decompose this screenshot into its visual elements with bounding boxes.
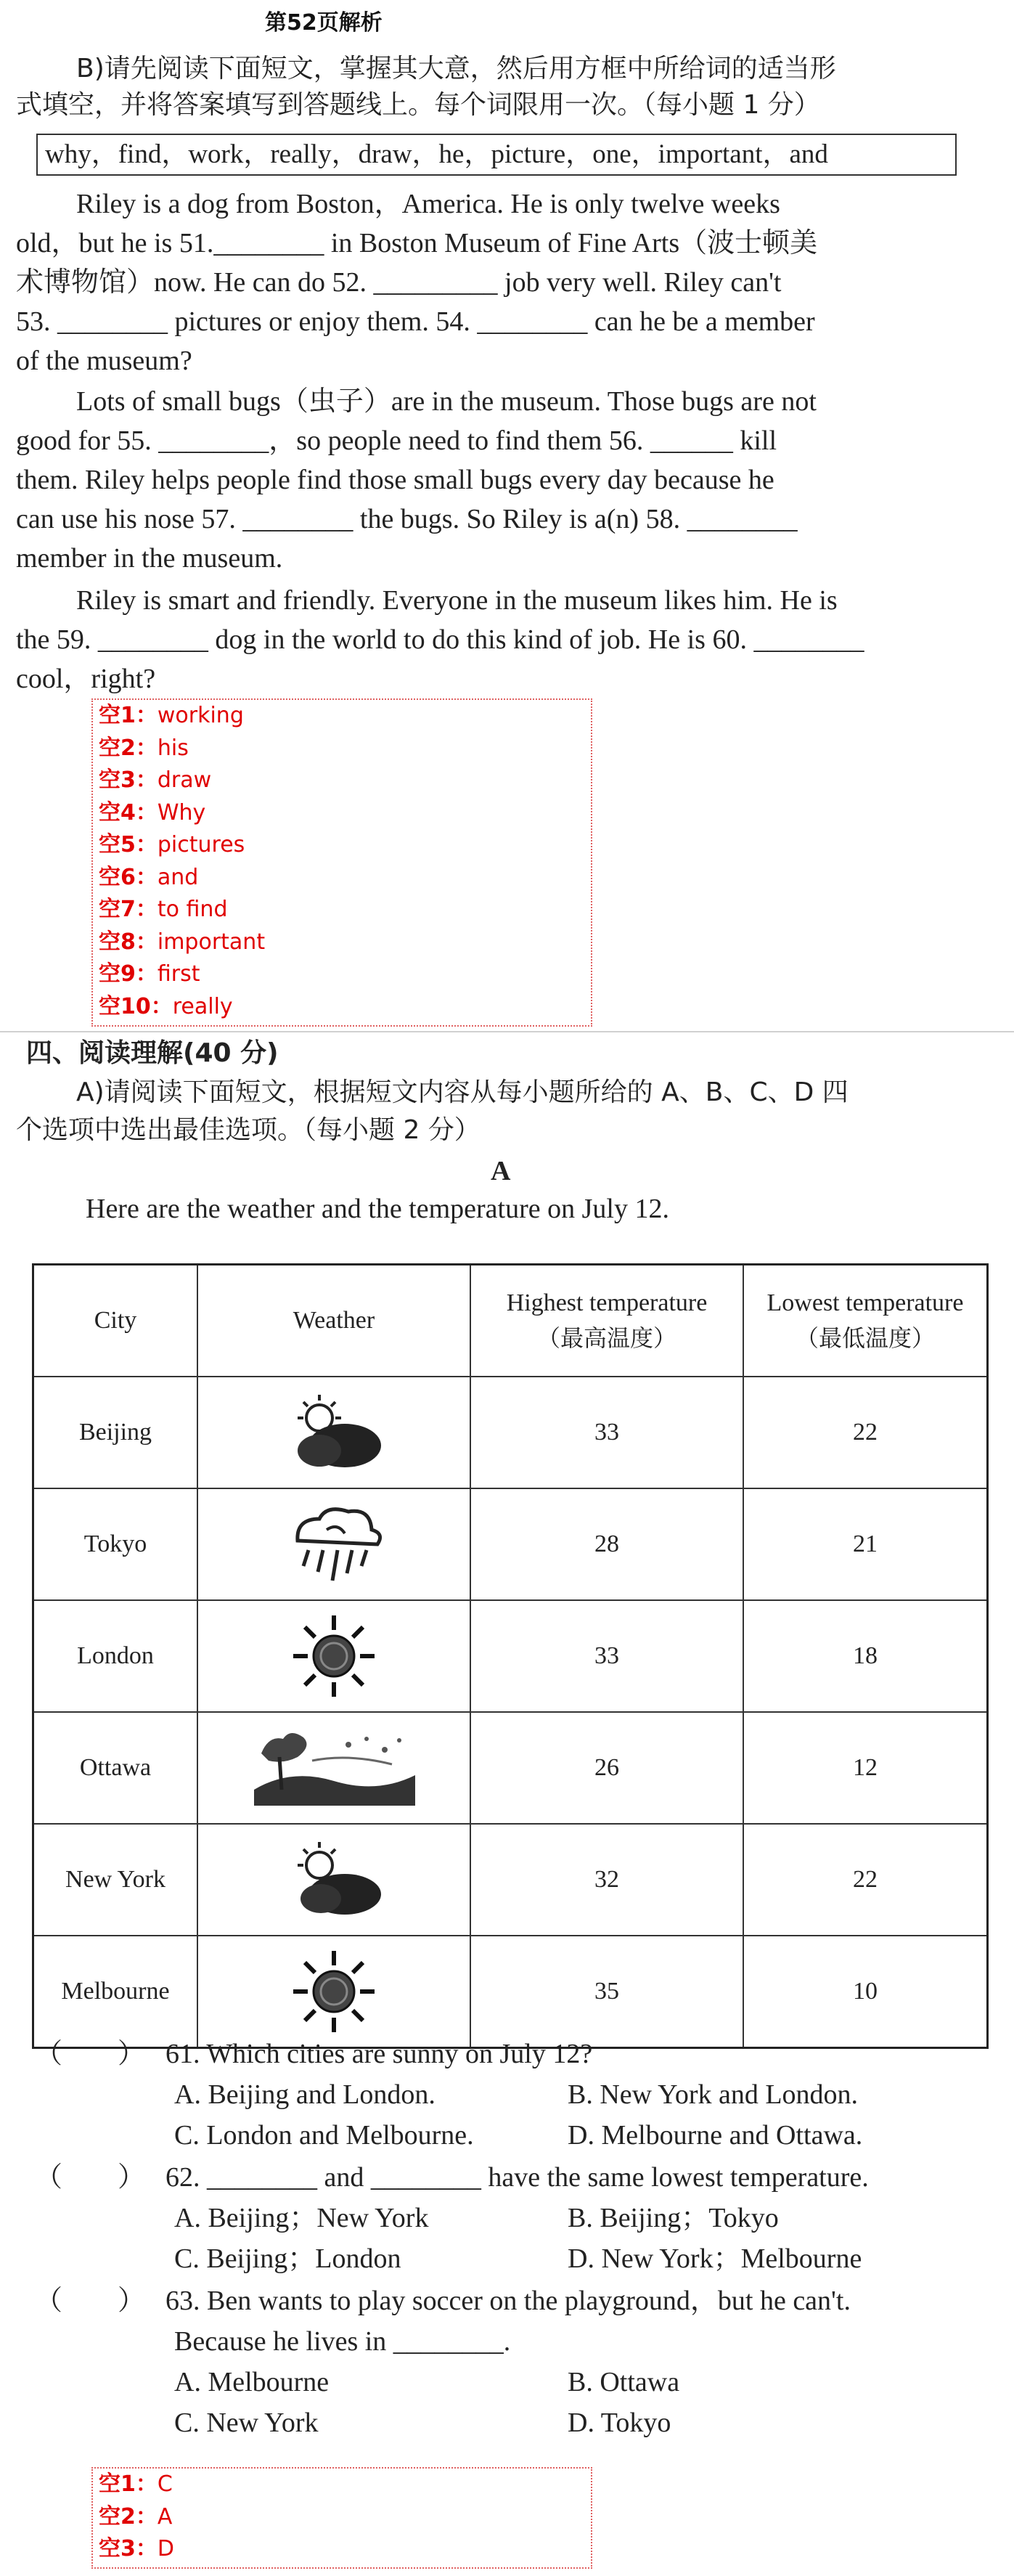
rain-icon [276, 1501, 392, 1588]
answer-row: 空3：D [99, 2536, 174, 2561]
sun-icon [276, 1613, 392, 1700]
table-row [33, 1712, 988, 1824]
question-option: B. New York and London. [568, 2079, 859, 2110]
city-cell: Beijing [33, 1377, 198, 1488]
answer-row: 空8：important [99, 929, 266, 955]
answer-bracket: （ ） [35, 2039, 146, 2069]
passage-line: can use his nose 57. ________ the bugs. So Riley is a(n) 58. ________ [16, 504, 798, 534]
divider [0, 1031, 1014, 1032]
table-row [33, 1488, 988, 1600]
passage-line: of the museum? [16, 346, 192, 376]
passage-line: old，but he is 51.________ in Boston Museum of Fine Arts（波士顿美 [16, 228, 818, 258]
table-row [33, 1377, 988, 1488]
table-row [33, 1824, 988, 1936]
passage-line: cool，right? [16, 664, 156, 694]
answer-row: 空4：Why [99, 799, 206, 826]
weather-table [32, 1263, 989, 2049]
intro-text: Here are the weather and the temperature on July 12. [86, 1194, 669, 1224]
weather-cell [197, 1824, 470, 1936]
instruction-line: 式填空，并将答案填写到答题线上。每个词限用一次。（每小题 1 分） [16, 90, 820, 120]
windy-icon [247, 1724, 421, 1811]
passage-line: 术博物馆）now. He can do 52. _________ job very well. Riley can't [16, 267, 782, 298]
answer-row: 空1：C [99, 2471, 173, 2497]
question-option: A. Beijing and London. [174, 2079, 436, 2110]
low-temp-cell: 22 [743, 1824, 988, 1936]
answer-row: 空9：first [99, 961, 200, 987]
passage-line: member in the museum. [16, 543, 283, 574]
passage-line: good for 55. ________，so people need to find them 56. ______ kill [16, 425, 777, 456]
weather-cell [197, 1488, 470, 1600]
high-temp-cell: 28 [470, 1488, 743, 1600]
header-city: City [33, 1265, 198, 1377]
instruction-line: A)请阅读下面短文，根据短文内容从每小题所给的 A、B、C、D 四 [76, 1077, 849, 1107]
passage-line: Riley is smart and friendly. Everyone in the museum likes him. He is [76, 585, 838, 616]
city-cell: Ottawa [33, 1712, 198, 1824]
question-stem: 63. Ben wants to play soccer on the playground，but he can't. [165, 2286, 851, 2316]
page-title: 第52页解析 [265, 10, 383, 36]
question-option: C. Beijing；London [174, 2243, 401, 2274]
high-temp-cell: 35 [470, 1936, 743, 2048]
question-option: D. Tokyo [568, 2408, 671, 2438]
weather-cell [197, 1712, 470, 1824]
passage-line: Riley is a dog from Boston，America. He is only twelve weeks [76, 189, 780, 219]
part-label: A [491, 1156, 511, 1186]
instruction-line: 个选项中选出最佳选项。（每小题 2 分） [16, 1115, 481, 1145]
section-heading: 四、阅读理解(40 分) [26, 1038, 279, 1068]
answer-row: 空6：and [99, 864, 199, 890]
city-cell: Melbourne [33, 1936, 198, 2048]
city-cell: Tokyo [33, 1488, 198, 1600]
header-low: Lowest temperature （最低温度） [743, 1265, 988, 1377]
question-stem: 62. ________ and ________ have the same lowest temperature. [165, 2162, 869, 2193]
question-stem: 61. Which cities are sunny on July 12? [165, 2039, 593, 2069]
high-temp-cell: 33 [470, 1377, 743, 1488]
question-option: A. Melbourne [174, 2367, 330, 2397]
weather-cell [197, 1600, 470, 1712]
low-temp-cell: 22 [743, 1377, 988, 1488]
passage-line: the 59. ________ dog in the world to do this kind of job. He is 60. ________ [16, 624, 864, 655]
word-box: why，find，work，really，draw，he，picture，one，important，and [36, 134, 957, 176]
question-option: D. Melbourne and Ottawa. [568, 2120, 863, 2151]
sun-icon [276, 1948, 392, 2035]
question-option: C. New York [174, 2408, 319, 2438]
low-temp-cell: 12 [743, 1712, 988, 1824]
weather-cell [197, 1936, 470, 2048]
question-option: D. New York；Melbourne [568, 2243, 862, 2274]
answer-row: 空7：to find [99, 897, 228, 922]
table-header-row [33, 1265, 988, 1377]
header-high: Highest temperature （最高温度） [470, 1265, 743, 1377]
answer-row: 空2：his [99, 735, 189, 761]
answer-row: 空1：working [99, 703, 244, 728]
high-temp-cell: 26 [470, 1712, 743, 1824]
table-row [33, 1600, 988, 1712]
high-temp-cell: 32 [470, 1824, 743, 1936]
weather-cell [197, 1377, 470, 1488]
passage-line: 53. ________ pictures or enjoy them. 54. ________ can he be a member [16, 306, 815, 337]
answer-bracket: （ ） [35, 2286, 146, 2316]
low-temp-cell: 21 [743, 1488, 988, 1600]
low-temp-cell: 18 [743, 1600, 988, 1712]
answer-row: 空10：really [99, 993, 233, 1019]
high-temp-cell: 33 [470, 1600, 743, 1712]
low-temp-cell: 10 [743, 1936, 988, 2048]
table-row [33, 1936, 988, 2048]
answer-box [91, 2467, 592, 2569]
question-stem-continued: Because he lives in ________. [174, 2326, 511, 2357]
question-option: C. London and Melbourne. [174, 2120, 474, 2151]
answer-row: 空2：A [99, 2503, 173, 2530]
question-option: B. Beijing；Tokyo [568, 2203, 779, 2233]
city-cell: London [33, 1600, 198, 1712]
passage-line: Lots of small bugs（虫子）are in the museum. Those bugs are not [76, 386, 817, 417]
answer-bracket: （ ） [35, 2162, 146, 2193]
passage-line: them. Riley helps people find those small bugs every day because he [16, 465, 774, 495]
answer-row: 空3：draw [99, 767, 212, 793]
question-option: B. Ottawa [568, 2367, 680, 2397]
city-cell: New York [33, 1824, 198, 1936]
sun-cloud-icon [276, 1389, 392, 1476]
question-option: A. Beijing；New York [174, 2203, 429, 2233]
instruction-line: B)请先阅读下面短文，掌握其大意，然后用方框中所给词的适当形 [76, 54, 836, 83]
header-weather: Weather [197, 1265, 470, 1377]
answer-row: 空5：pictures [99, 832, 245, 857]
sun-cloud-icon [276, 1836, 392, 1923]
answer-box [91, 698, 592, 1027]
